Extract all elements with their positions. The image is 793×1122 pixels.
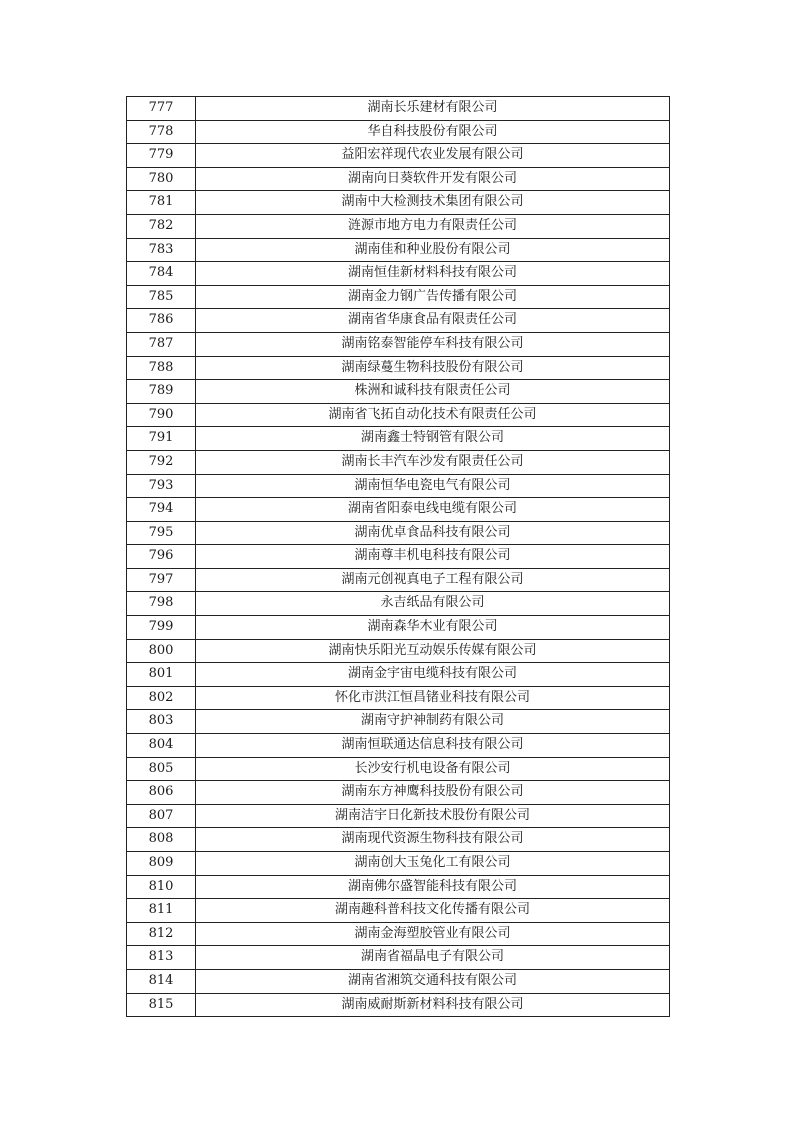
row-number-cell: 794 — [127, 498, 196, 522]
row-number-cell: 802 — [127, 686, 196, 710]
row-number-cell: 789 — [127, 380, 196, 404]
company-name-cell: 湖南快乐阳光互动娱乐传媒有限公司 — [196, 639, 670, 663]
company-name-cell: 湖南金力钢广告传播有限公司 — [196, 285, 670, 309]
company-name-cell: 湖南省湘筑交通科技有限公司 — [196, 969, 670, 993]
table-row — [127, 922, 670, 946]
row-number-cell: 793 — [127, 474, 196, 498]
table-row — [127, 875, 670, 899]
company-name-cell: 湖南向日葵软件开发有限公司 — [196, 167, 670, 191]
row-number-cell: 782 — [127, 214, 196, 238]
table-row — [127, 757, 670, 781]
row-number-cell: 796 — [127, 545, 196, 569]
company-name-cell: 湖南守护神制药有限公司 — [196, 710, 670, 734]
company-name-cell: 湖南趣科普科技文化传播有限公司 — [196, 899, 670, 923]
table-row — [127, 427, 670, 451]
company-name-cell: 湖南长丰汽车沙发有限责任公司 — [196, 450, 670, 474]
row-number-cell: 777 — [127, 97, 196, 121]
company-name-cell: 湖南金宇宙电缆科技有限公司 — [196, 663, 670, 687]
row-number-cell: 785 — [127, 285, 196, 309]
row-number-cell: 807 — [127, 804, 196, 828]
company-name-cell: 湖南省华康食品有限责任公司 — [196, 309, 670, 333]
row-number-cell: 803 — [127, 710, 196, 734]
company-name-cell: 湖南恒联通达信息科技有限公司 — [196, 734, 670, 758]
table-row — [127, 710, 670, 734]
row-number-cell: 790 — [127, 403, 196, 427]
table-body — [127, 97, 670, 1017]
company-name-cell: 湖南省福晶电子有限公司 — [196, 946, 670, 970]
table-row — [127, 969, 670, 993]
company-name-cell: 湖南尊丰机电科技有限公司 — [196, 545, 670, 569]
row-number-cell: 791 — [127, 427, 196, 451]
row-number-cell: 805 — [127, 757, 196, 781]
table-row — [127, 828, 670, 852]
table-row — [127, 356, 670, 380]
table-row — [127, 781, 670, 805]
row-number-cell: 788 — [127, 356, 196, 380]
company-name-cell: 湖南鑫士特钢管有限公司 — [196, 427, 670, 451]
table-row — [127, 191, 670, 215]
row-number-cell: 811 — [127, 899, 196, 923]
row-number-cell: 781 — [127, 191, 196, 215]
company-name-cell: 长沙安行机电设备有限公司 — [196, 757, 670, 781]
table-row — [127, 663, 670, 687]
row-number-cell: 804 — [127, 734, 196, 758]
row-number-cell: 808 — [127, 828, 196, 852]
row-number-cell: 800 — [127, 639, 196, 663]
table-row — [127, 545, 670, 569]
company-name-cell: 湖南威耐斯新材料科技有限公司 — [196, 993, 670, 1017]
row-number-cell: 801 — [127, 663, 196, 687]
table-row — [127, 616, 670, 640]
table-row — [127, 521, 670, 545]
company-name-cell: 益阳宏祥现代农业发展有限公司 — [196, 144, 670, 168]
company-name-cell: 湖南恒华电瓷电气有限公司 — [196, 474, 670, 498]
row-number-cell: 795 — [127, 521, 196, 545]
company-name-cell: 湖南元创视真电子工程有限公司 — [196, 568, 670, 592]
row-number-cell: 798 — [127, 592, 196, 616]
row-number-cell: 809 — [127, 852, 196, 876]
row-number-cell: 812 — [127, 922, 196, 946]
row-number-cell: 806 — [127, 781, 196, 805]
table-row — [127, 474, 670, 498]
company-name-cell: 涟源市地方电力有限责任公司 — [196, 214, 670, 238]
row-number-cell: 792 — [127, 450, 196, 474]
company-name-cell: 湖南省飞拓自动化技术有限责任公司 — [196, 403, 670, 427]
row-number-cell: 810 — [127, 875, 196, 899]
row-number-cell: 813 — [127, 946, 196, 970]
company-name-cell: 湖南创大玉兔化工有限公司 — [196, 852, 670, 876]
company-name-cell: 湖南佳和种业股份有限公司 — [196, 238, 670, 262]
table-row — [127, 120, 670, 144]
table-row — [127, 592, 670, 616]
company-name-cell: 株洲和诚科技有限责任公司 — [196, 380, 670, 404]
row-number-cell: 784 — [127, 262, 196, 286]
company-name-cell: 湖南恒佳新材料科技有限公司 — [196, 262, 670, 286]
table-row — [127, 734, 670, 758]
table-row — [127, 946, 670, 970]
table-row — [127, 498, 670, 522]
table-row — [127, 993, 670, 1017]
table-row — [127, 238, 670, 262]
company-name-cell: 湖南优卓食品科技有限公司 — [196, 521, 670, 545]
company-name-cell: 湖南中大检测技术集团有限公司 — [196, 191, 670, 215]
company-name-cell: 湖南省阳泰电线电缆有限公司 — [196, 498, 670, 522]
company-name-cell: 湖南森华木业有限公司 — [196, 616, 670, 640]
table-row — [127, 899, 670, 923]
row-number-cell: 783 — [127, 238, 196, 262]
table-row — [127, 852, 670, 876]
table-row — [127, 639, 670, 663]
table-row — [127, 380, 670, 404]
row-number-cell: 797 — [127, 568, 196, 592]
table-row — [127, 403, 670, 427]
row-number-cell: 815 — [127, 993, 196, 1017]
company-name-cell: 永吉纸品有限公司 — [196, 592, 670, 616]
company-name-cell: 湖南绿蔓生物科技股份有限公司 — [196, 356, 670, 380]
row-number-cell: 780 — [127, 167, 196, 191]
row-number-cell: 787 — [127, 332, 196, 356]
table-row — [127, 804, 670, 828]
company-name-cell: 湖南东方神鹰科技股份有限公司 — [196, 781, 670, 805]
company-list-table — [126, 96, 670, 1017]
company-name-cell: 湖南金海塑胶管业有限公司 — [196, 922, 670, 946]
row-number-cell: 814 — [127, 969, 196, 993]
table-row — [127, 686, 670, 710]
table-row — [127, 262, 670, 286]
table-row — [127, 332, 670, 356]
table-row — [127, 568, 670, 592]
table-row — [127, 97, 670, 121]
row-number-cell: 786 — [127, 309, 196, 333]
row-number-cell: 799 — [127, 616, 196, 640]
table-row — [127, 167, 670, 191]
company-name-cell: 湖南铭泰智能停车科技有限公司 — [196, 332, 670, 356]
table-row — [127, 450, 670, 474]
table-row — [127, 285, 670, 309]
company-name-cell: 怀化市洪江恒昌锗业科技有限公司 — [196, 686, 670, 710]
row-number-cell: 779 — [127, 144, 196, 168]
table-row — [127, 309, 670, 333]
row-number-cell: 778 — [127, 120, 196, 144]
company-name-cell: 湖南现代资源生物科技有限公司 — [196, 828, 670, 852]
table-row — [127, 144, 670, 168]
company-name-cell: 华自科技股份有限公司 — [196, 120, 670, 144]
table-row — [127, 214, 670, 238]
company-name-cell: 湖南长乐建材有限公司 — [196, 97, 670, 121]
company-name-cell: 湖南洁宇日化新技术股份有限公司 — [196, 804, 670, 828]
company-name-cell: 湖南佛尔盛智能科技有限公司 — [196, 875, 670, 899]
